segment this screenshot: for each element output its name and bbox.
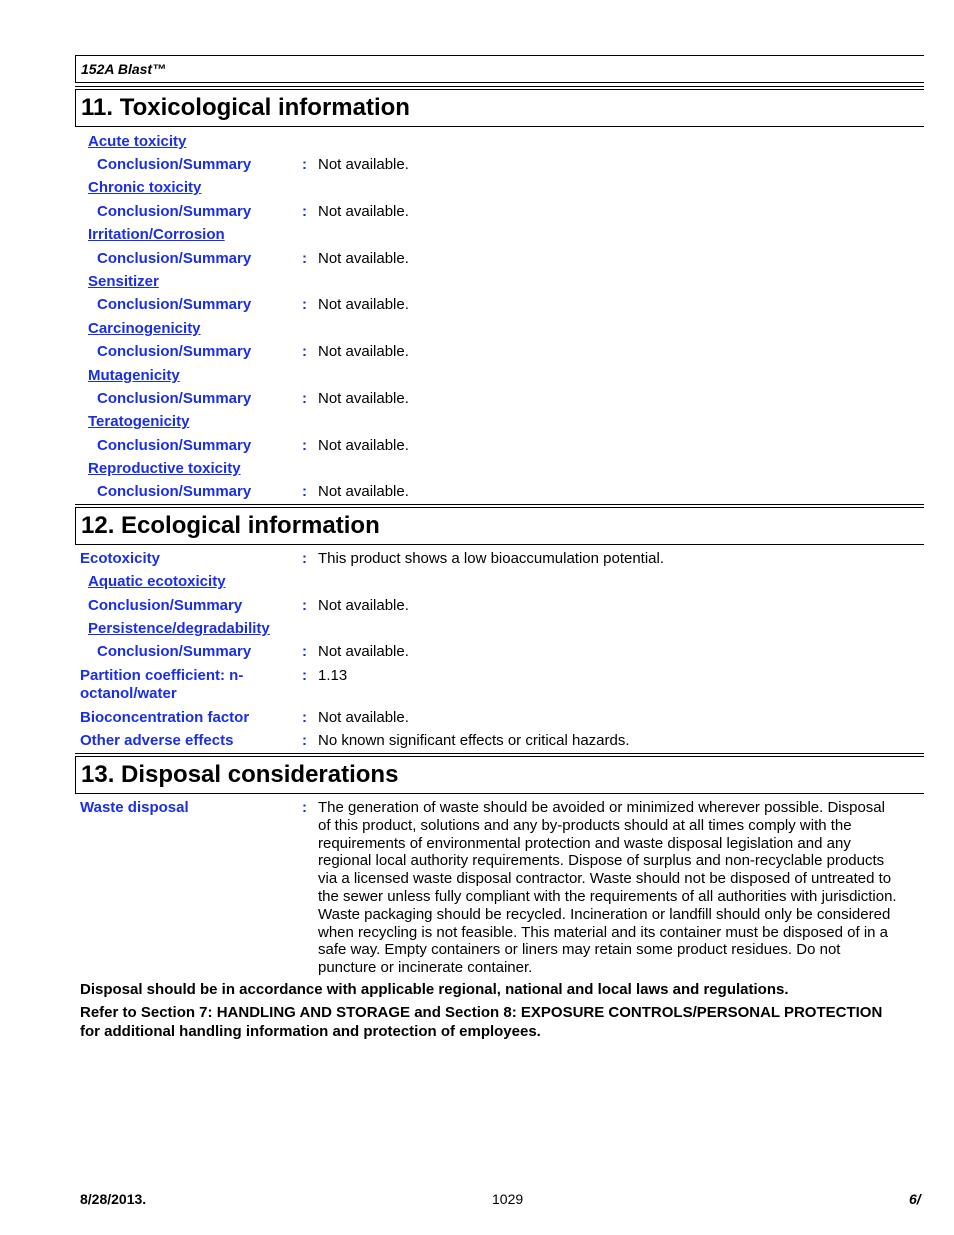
ecotoxicity-label: Ecotoxicity — [80, 550, 161, 567]
colon-separator: : — [302, 390, 307, 407]
colon-separator: : — [302, 483, 307, 500]
section-13-header — [75, 756, 924, 794]
product-name-bar — [75, 55, 924, 83]
conclusion-summary-label: Conclusion/Summary — [97, 250, 252, 267]
persistence-degradability-link[interactable]: Persistence/degradability — [88, 620, 270, 637]
chronic-toxicity-link[interactable]: Chronic toxicity — [88, 179, 202, 196]
acute-toxicity-link[interactable]: Acute toxicity — [88, 133, 187, 150]
colon-separator: : — [302, 799, 307, 816]
colon-separator: : — [302, 550, 307, 567]
persistence-degradability-value: Not available. — [318, 643, 409, 660]
conclusion-summary-label: Conclusion/Summary — [88, 597, 243, 614]
irritation-corrosion-link[interactable]: Irritation/Corrosion — [88, 226, 225, 243]
partition-coefficient-label-line2: octanol/water — [80, 685, 177, 702]
irritation-corrosion-value: Not available. — [318, 250, 409, 267]
colon-separator: : — [302, 296, 307, 313]
waste-disposal-line: via a licensed waste disposal contractor. Waste should not be disposed of untreated to — [318, 870, 892, 888]
waste-disposal-line: of this product, solutions and any by-products should at all times comply with the — [318, 816, 852, 834]
aquatic-ecotoxicity-link[interactable]: Aquatic ecotoxicity — [88, 573, 226, 590]
waste-disposal-text — [318, 799, 920, 977]
acute-toxicity-value: Not available. — [318, 156, 409, 173]
colon-separator: : — [302, 343, 307, 360]
colon-separator: : — [302, 732, 307, 749]
section-11-title: 11. Toxicological information — [81, 94, 410, 121]
carcinogenicity-value: Not available. — [318, 343, 409, 360]
colon-separator: : — [302, 667, 307, 684]
waste-disposal-line: puncture or incinerate container. — [318, 959, 533, 977]
mutagenicity-value: Not available. — [318, 390, 409, 407]
conclusion-summary-label: Conclusion/Summary — [97, 437, 252, 454]
disposal-regulation-note: Disposal should be in accordance with applicable regional, national and local laws and regulations. — [80, 981, 789, 998]
colon-separator: : — [302, 597, 307, 614]
colon-separator: : — [302, 250, 307, 267]
footer-code: 1029 — [492, 1191, 524, 1207]
mutagenicity-link[interactable]: Mutagenicity — [88, 367, 180, 384]
aquatic-ecotoxicity-value: Not available. — [318, 597, 409, 614]
conclusion-summary-label: Conclusion/Summary — [97, 203, 252, 220]
waste-disposal-line: The generation of waste should be avoided or minimized wherever possible. Disposal — [318, 799, 885, 816]
colon-separator: : — [302, 156, 307, 173]
sensitizer-value: Not available. — [318, 296, 409, 313]
waste-disposal-line: safe way. Empty containers or liners may retain some product residues. Do not — [318, 941, 841, 959]
refer-sections-note-line2: for additional handling information and protection of employees. — [80, 1023, 541, 1040]
other-adverse-effects-value: No known significant effects or critical hazards. — [318, 732, 630, 749]
section-12-header — [75, 507, 924, 545]
partition-coefficient-label-line1: Partition coefficient: n- — [80, 667, 244, 684]
teratogenicity-link[interactable]: Teratogenicity — [88, 413, 190, 430]
bioconcentration-factor-label: Bioconcentration factor — [80, 709, 250, 726]
chronic-toxicity-value: Not available. — [318, 203, 409, 220]
reproductive-toxicity-link[interactable]: Reproductive toxicity — [88, 460, 241, 477]
teratogenicity-value: Not available. — [318, 437, 409, 454]
conclusion-summary-label: Conclusion/Summary — [97, 483, 252, 500]
bioconcentration-factor-value: Not available. — [318, 709, 409, 726]
colon-separator: : — [302, 203, 307, 220]
conclusion-summary-label: Conclusion/Summary — [97, 296, 252, 313]
carcinogenicity-link[interactable]: Carcinogenicity — [88, 320, 201, 337]
other-adverse-effects-label: Other adverse effects — [80, 732, 234, 749]
colon-separator: : — [302, 437, 307, 454]
waste-disposal-line: Waste packaging should be recycled. Incineration or landfill should only be considered — [318, 905, 891, 923]
conclusion-summary-label: Conclusion/Summary — [97, 343, 252, 360]
conclusion-summary-label: Conclusion/Summary — [97, 643, 252, 660]
waste-disposal-line: the sewer unless fully compliant with the requirements of all authorities with jurisdiction. — [318, 887, 897, 905]
footer-page-number: 6/ — [909, 1191, 921, 1207]
refer-sections-note-line1: Refer to Section 7: HANDLING AND STORAGE and Section 8: EXPOSURE CONTROLS/PERSONAL PROTECTION — [80, 1004, 883, 1021]
ecotoxicity-value: This product shows a low bioaccumulation potential. — [318, 550, 665, 567]
conclusion-summary-label: Conclusion/Summary — [97, 156, 252, 173]
section-12-title: 12. Ecological information — [81, 512, 380, 539]
section-11-header — [75, 89, 924, 127]
conclusion-summary-label: Conclusion/Summary — [97, 390, 252, 407]
product-name: 152A Blast™ — [81, 61, 167, 77]
colon-separator: : — [302, 709, 307, 726]
waste-disposal-line: regional local authority requirements. Dispose of surplus and non-recyclable products — [318, 852, 885, 870]
reproductive-toxicity-value: Not available. — [318, 483, 409, 500]
partition-coefficient-value: 1.13 — [318, 667, 348, 684]
waste-disposal-line: requirements of environmental protection and waste disposal legislation and any — [318, 834, 851, 852]
colon-separator: : — [302, 643, 307, 660]
waste-disposal-line: when recycling is not feasible. This material and its container must be disposed of in a — [318, 923, 889, 941]
waste-disposal-label: Waste disposal — [80, 799, 189, 816]
footer-date: 8/28/2013. — [80, 1191, 147, 1207]
section-13-title: 13. Disposal considerations — [81, 761, 399, 788]
sensitizer-link[interactable]: Sensitizer — [88, 273, 159, 290]
